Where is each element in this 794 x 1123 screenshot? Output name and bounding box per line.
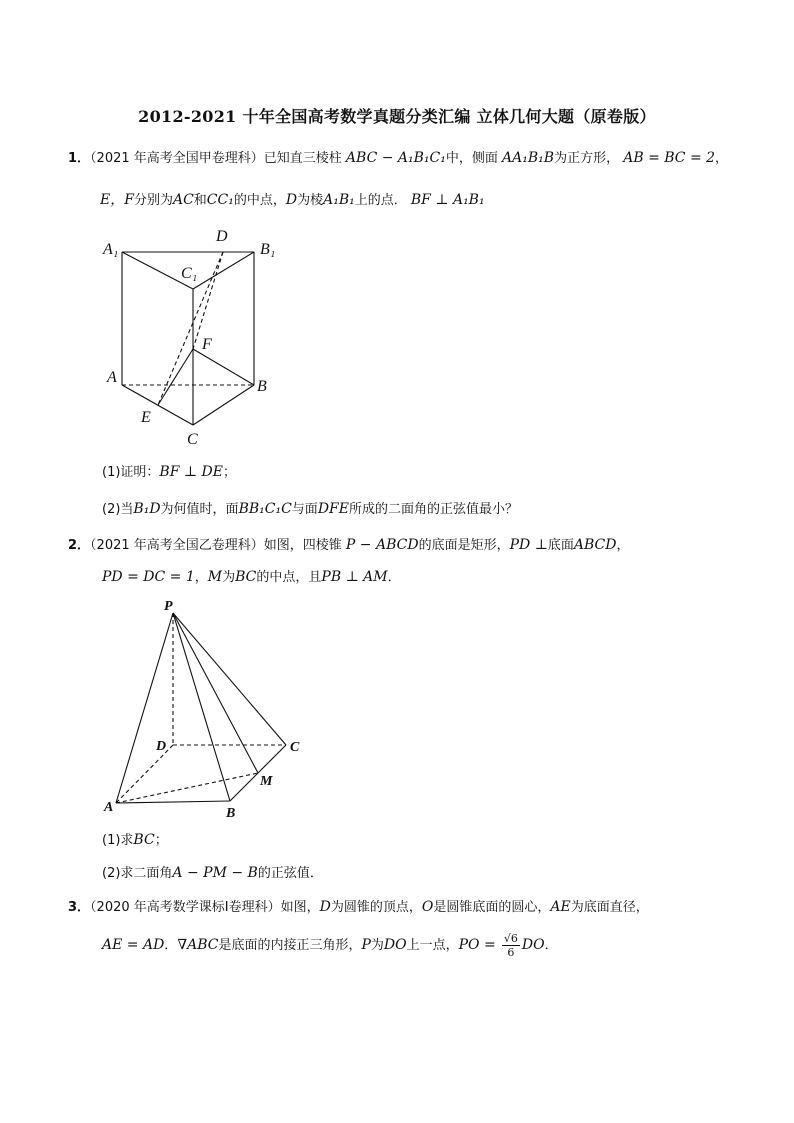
math: DO <box>521 937 545 953</box>
math: DFE <box>317 501 349 517</box>
problem-2-line-1 <box>68 535 630 556</box>
math: ∇ABC <box>177 937 219 953</box>
edge-BC <box>193 385 254 425</box>
label-A: A <box>107 369 117 386</box>
text: 的中点， <box>233 193 286 208</box>
pyramid-figure <box>98 598 313 823</box>
problem-2-line-2 <box>102 567 401 588</box>
label-F: F <box>202 336 212 353</box>
segment-FB <box>193 349 254 385</box>
math: D <box>285 192 298 208</box>
text: ； <box>154 833 168 848</box>
math: AE = AD <box>102 937 165 953</box>
problem-1-question-2 <box>102 499 518 520</box>
math: CC₁ <box>206 192 234 208</box>
edge-B1C1 <box>193 252 254 289</box>
problem-number: 3． <box>68 900 91 915</box>
math: ABCD <box>573 537 617 553</box>
fraction-denominator: 6 <box>507 946 515 959</box>
text: 为圆锥的顶点， <box>330 900 422 915</box>
label-M: M <box>260 774 273 789</box>
math: BC <box>133 832 155 848</box>
problem-1-line-2 <box>100 190 485 211</box>
text: (2)求二面角 <box>102 866 173 881</box>
math: PB ⊥ AM <box>321 569 388 585</box>
edge-AC <box>122 385 193 425</box>
segment-EF <box>158 349 193 405</box>
text: 和 <box>193 193 207 208</box>
math: ABC − A₁B₁C₁ <box>345 150 446 166</box>
text: ． <box>544 938 558 953</box>
hidden-segment-AM <box>116 773 258 803</box>
text: 的底面是矩形， <box>418 538 510 553</box>
problem-source: （2021 年高考全国乙卷理科） <box>90 538 264 553</box>
label-A1: A₁ <box>103 241 119 258</box>
math: A − PM − B <box>172 865 258 881</box>
text: ， <box>715 151 729 166</box>
problem-1-line-1 <box>68 148 728 169</box>
problem-1-question-1 <box>102 462 236 483</box>
text: (2)当 <box>102 502 134 517</box>
text: 为底面直径， <box>570 900 649 915</box>
text: 中，侧面 <box>445 151 498 166</box>
edge-AB <box>116 801 230 803</box>
text: 是圆锥底面的圆心， <box>433 900 551 915</box>
text: (1)求 <box>102 833 134 848</box>
label-B: B <box>226 806 236 821</box>
text: (1)证明： <box>102 465 160 480</box>
math: AE <box>550 899 571 915</box>
math: PD ⊥ <box>509 537 548 553</box>
text: ， <box>194 570 208 585</box>
label-C: C <box>290 740 300 755</box>
text: 与面 <box>291 502 318 517</box>
text: ， <box>616 538 630 553</box>
text: 的正弦值． <box>257 866 323 881</box>
edge-PC <box>173 613 286 745</box>
math: PO = <box>458 937 496 953</box>
label-C1: C₁ <box>181 265 198 282</box>
text: 如图，四棱锥 <box>263 538 342 553</box>
fraction-numerator: √6 <box>503 932 518 945</box>
edge-PA <box>116 613 173 803</box>
problem-source: （2020 年高考数学课标Ⅰ卷理科） <box>90 900 281 915</box>
edge-BC <box>230 745 286 801</box>
math: DO <box>383 937 407 953</box>
problem-source: （2021 年高考全国甲卷理科） <box>90 151 264 166</box>
text: 为 <box>370 938 384 953</box>
text: 底面 <box>547 538 574 553</box>
text: 的中点，且 <box>256 570 322 585</box>
math: D <box>319 899 331 915</box>
prism-figure <box>95 222 295 452</box>
math: A₁B₁ <box>323 192 355 208</box>
label-E: E <box>141 409 151 426</box>
math: BF ⊥ A₁B₁ <box>410 192 485 208</box>
problem-number: 1． <box>68 151 91 166</box>
label-B: B <box>257 378 267 395</box>
edge-PB <box>173 613 230 801</box>
problem-3-line-2 <box>102 932 558 959</box>
math: BC <box>235 569 257 585</box>
math: P <box>361 937 371 953</box>
text: 上的点． <box>354 193 407 208</box>
text: 如图， <box>280 900 320 915</box>
label-D: D <box>156 739 167 754</box>
text: 为棱 <box>297 193 324 208</box>
text: ； <box>222 465 236 480</box>
text: ． <box>164 938 178 953</box>
fraction <box>502 932 520 959</box>
text: 分别为 <box>133 193 173 208</box>
math: AC <box>172 192 194 208</box>
math: BF ⊥ DE <box>159 464 223 480</box>
math: M <box>207 569 223 585</box>
math: AB = BC = 2 <box>623 150 716 166</box>
math: PD = DC = 1 <box>102 569 195 585</box>
text: 是底面的内接正三角形， <box>218 938 362 953</box>
math: AA₁B₁B <box>502 150 555 166</box>
label-P: P <box>164 599 173 614</box>
text: 为 <box>222 570 236 585</box>
page-title: 2012-2021 十年全国高考数学真题分类汇编 立体几何大题（原卷版） <box>138 107 656 126</box>
label-D: D <box>216 228 228 245</box>
math: B₁D <box>133 501 161 517</box>
problem-2-question-1 <box>102 830 168 851</box>
text: 所成的二面角的正弦值最小？ <box>348 502 518 517</box>
text: 上一点， <box>406 938 459 953</box>
text: ． <box>387 570 401 585</box>
label-A: A <box>104 800 114 815</box>
hidden-segment-DF <box>193 252 223 349</box>
problem-number: 2． <box>68 538 91 553</box>
problem-2-question-2 <box>102 863 323 884</box>
math: O <box>421 899 434 915</box>
math: BB₁C₁C <box>238 501 292 517</box>
label-C: C <box>187 431 198 448</box>
label-B1: B₁ <box>260 241 276 258</box>
math: E，F <box>100 192 134 208</box>
text: 已知直三棱柱 <box>263 151 342 166</box>
math: P − ABCD <box>345 537 419 553</box>
text: 为何值时，面 <box>160 502 239 517</box>
text: 为正方形， <box>554 151 620 166</box>
problem-3-line-1 <box>68 897 649 918</box>
segment-PM <box>173 613 258 773</box>
